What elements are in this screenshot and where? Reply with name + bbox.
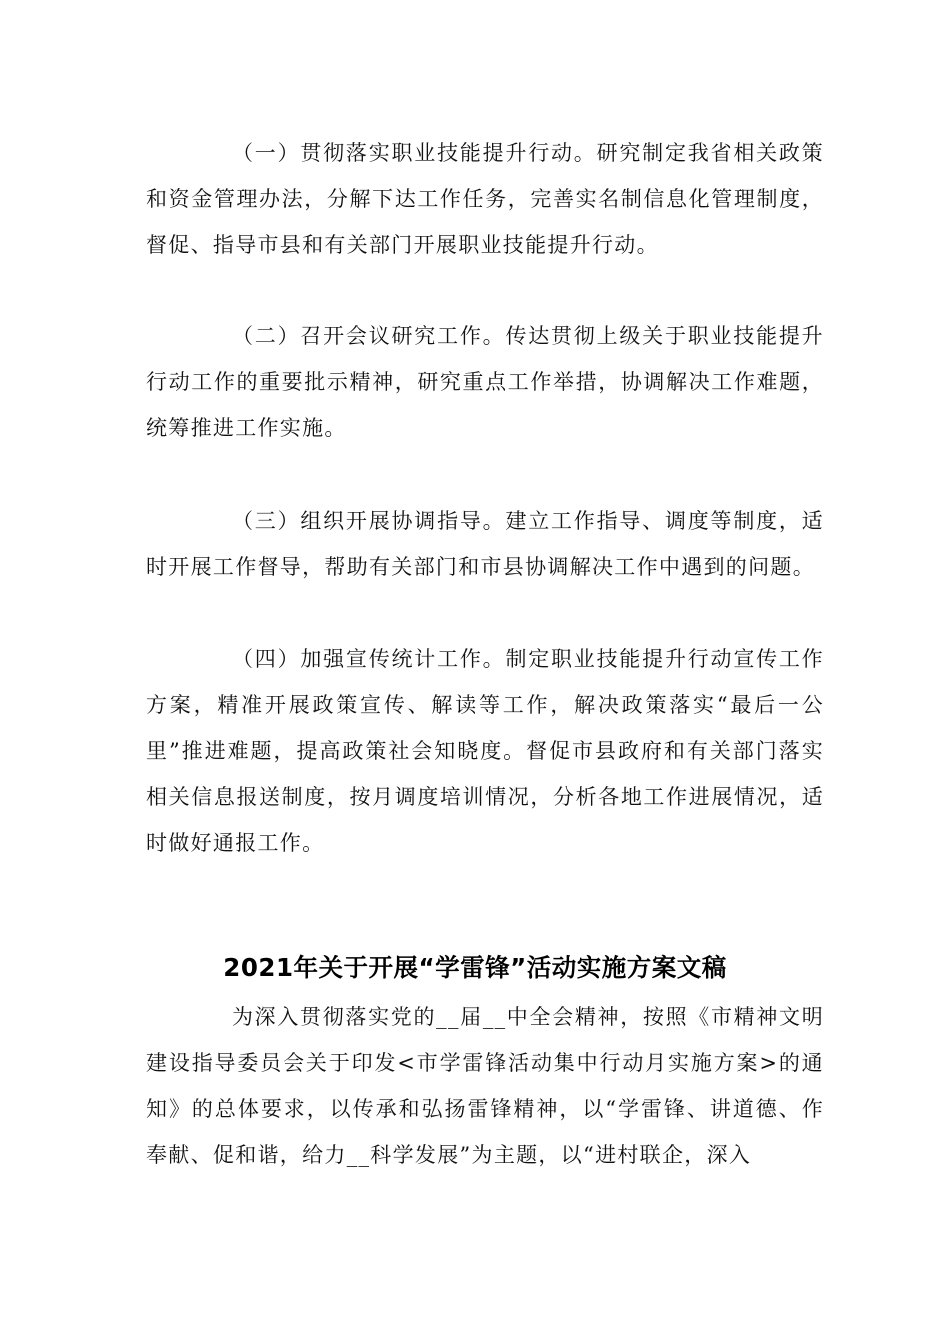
intro-paragraph: 为深入贯彻落实党的__届__中全会精神，按照《市精神文明建设指导委员会关于印发<市学雷锋活动集中行动月实施方案>的通知》的总体要求，以传承和弘扬雷锋精神，以“学雷锋、讲道德、作奉献、促和谐，给力__科学发展”为主题，以“进村联企，深入 xyxy=(146,1005,824,1167)
paragraph-three: （三）组织开展协调指导。建立工作指导、调度等制度，适时开展工作督导，帮助有关部门和市县协调解决工作中遇到的问题。 xyxy=(146,509,824,579)
paragraph-two: （二）召开会议研究工作。传达贯彻上级关于职业技能提升行动工作的重要批示精神，研究重点工作举措，协调解决工作难题，统筹推进工作实施。 xyxy=(146,324,824,440)
document-title: 2021年关于开展“学雷锋”活动实施方案文稿 xyxy=(223,953,727,982)
paragraph-four: （四）加强宣传统计工作。制定职业技能提升行动宣传工作方案，精准开展政策宣传、解读等工作，解决政策落实“最后一公里”推进难题，提高政策社会知晓度。督促市县政府和有关部门落实相关信息报送制度，按月调度培训情况，分析各地工作进展情况，适时做好通报工作。 xyxy=(146,647,824,855)
paragraph-one: （一）贯彻落实职业技能提升行动。研究制定我省相关政策和资金管理办法，分解下达工作任务，完善实名制信息化管理制度，督促、指导市县和有关部门开展职业技能提升行动。 xyxy=(146,141,824,257)
